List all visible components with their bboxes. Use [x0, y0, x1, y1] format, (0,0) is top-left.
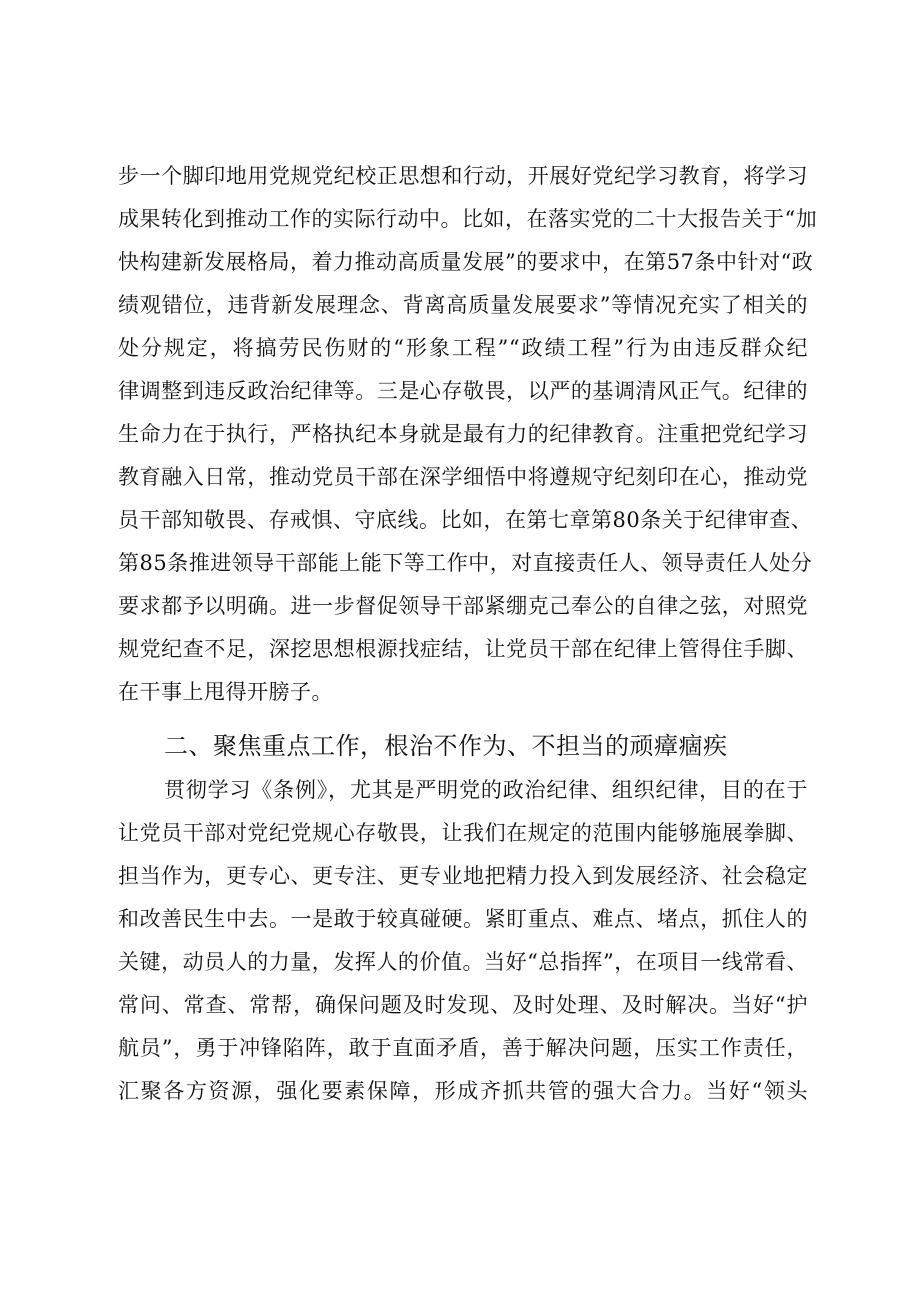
paragraph-line: 和改善民生中去。一是敢于较真碰硬。紧盯重点、难点、堵点，抓住人的 [118, 907, 808, 931]
paragraph-line: 律调整到违反政治纪律等。三是心存敬畏，以严的基调清风正气。纪律的 [118, 379, 808, 403]
paragraph-line: 担当作为，更专心、更专注、更专业地把精力投入到发展经济、社会稳定 [118, 864, 808, 888]
paragraph-line: 在干事上甩得开膀子。 [118, 680, 333, 704]
paragraph-line: 绩观错位，违背新发展理念、背离高质量发展要求”等情况充实了相关的 [118, 293, 808, 317]
paragraph-line: 让党员干部对党纪党规心存敬畏，让我们在规定的范围内能够施展拳脚、 [118, 821, 808, 845]
paragraph-line: 航员”，勇于冲锋陷阵，敢于直面矛盾，善于解决问题，压实工作责任， [118, 1036, 808, 1060]
paragraph-line: 生命力在于执行，严格执纪本身就是最有力的纪律教育。注重把党纪学习 [118, 422, 808, 446]
paragraph-line: 教育融入日常，推动党员干部在深学细悟中将遵规守纪刻印在心，推动党 [118, 465, 808, 489]
paragraph-line: 成果转化到推动工作的实际行动中。比如，在落实党的二十大报告关于“加 [118, 207, 818, 231]
paragraph-line: 步一个脚印地用党规党纪校正思想和行动，开展好党纪学习教育，将学习 [118, 164, 808, 188]
section-heading: 二、聚焦重点工作，根治不作为、不担当的顽瘴痼疾 [164, 732, 728, 760]
paragraph-line: 要求都予以明确。进一步督促领导干部紧绷克己奉公的自律之弦，对照党 [118, 594, 808, 618]
paragraph-line: 关键，动员人的力量，发挥人的价值。当好“总指挥”，在项目一线常看、 [118, 950, 808, 974]
paragraph-line: 快构建新发展格局，着力推动高质量发展”的要求中，在第57条中针对“政 [118, 250, 814, 274]
paragraph-line: 贯彻学习《条例》，尤其是严明党的政治纪律、组织纪律，目的在于 [164, 778, 808, 802]
paragraph-line: 规党纪查不足，深挖思想根源找症结，让党员干部在纪律上管得住手脚、 [118, 637, 808, 661]
paragraph-line: 第85条推进领导干部能上能下等工作中，对直接责任人、领导责任人处分 [118, 551, 813, 575]
paragraph-line: 处分规定，将搞劳民伤财的“形象工程”“政绩工程”行为由违反群众纪 [118, 336, 808, 360]
paragraph-line: 员干部知敬畏、存戒惧、守底线。比如，在第七章第80条关于纪律审查、 [118, 508, 813, 532]
paragraph-line: 常问、常查、常帮，确保问题及时发现、及时处理、及时解决。当好“护 [118, 993, 808, 1017]
paragraph-line: 汇聚各方资源，强化要素保障，形成齐抓共管的强大合力。当好“领头 [118, 1079, 808, 1103]
